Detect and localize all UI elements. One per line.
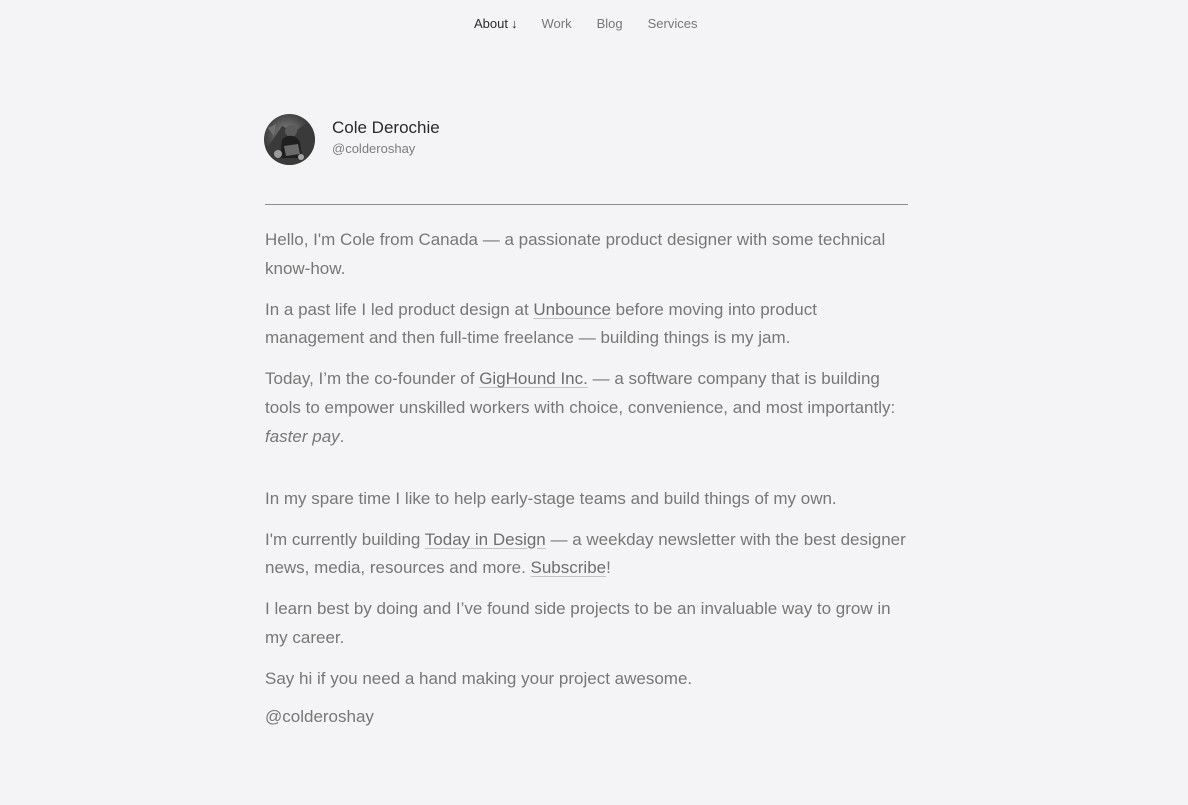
nav-about-label: About: [474, 16, 508, 31]
profile-identity: [332, 117, 440, 158]
bio-paragraph-learning: I learn best by doing and I’ve found side projects to be an invaluable way to grow in my career.: [265, 599, 891, 647]
bio-text: !: [606, 558, 611, 578]
arrow-down-icon: ↓: [510, 16, 518, 31]
bio-paragraph-today: [265, 365, 915, 451]
bio-text: In a past life I led product design at: [265, 299, 534, 319]
bio-paragraph-say-hi: Say hi if you need a hand making your project awesome.: [265, 668, 693, 688]
bio-text: Today, I’m the co-founder of: [265, 369, 480, 389]
bio-paragraph-newsletter: [265, 526, 915, 583]
nav-work-link[interactable]: Work: [541, 16, 572, 31]
nav-blog-link[interactable]: Blog: [596, 16, 623, 31]
profile-name: Cole Derochie: [332, 117, 440, 137]
gighound-link[interactable]: GigHound Inc.: [479, 369, 588, 389]
nav-services-link[interactable]: Services: [647, 16, 698, 31]
bio-content: [265, 226, 915, 728]
avatar: [264, 114, 315, 165]
bio-paragraph-spare-time: In my spare time I like to help early-stage teams and build things of my own.: [265, 488, 837, 508]
unbounce-link[interactable]: Unbounce: [533, 299, 611, 319]
nav-about-link[interactable]: [474, 16, 517, 31]
bio-text: .: [339, 426, 345, 446]
bio-paragraph-past: [265, 296, 915, 353]
avatar-photo: [264, 114, 315, 165]
bio-text: — a software company that is building tools to empower unskilled workers with choice, convenience, and most importantly:: [265, 369, 896, 418]
bio-text: before moving into product management and then full-time freelance — building things is my jam.: [265, 299, 817, 348]
profile-header: [264, 114, 440, 165]
top-nav: [474, 15, 697, 32]
bio-paragraph-intro: Hello, I'm Cole from Canada — a passionate product designer with some technical know-how.: [265, 230, 886, 278]
bio-text: I'm currently building: [265, 529, 425, 549]
divider: [265, 204, 908, 205]
today-in-design-link[interactable]: Today in Design: [424, 529, 546, 549]
subscribe-link[interactable]: Subscribe: [530, 558, 607, 578]
profile-handle: @colderoshay: [332, 140, 416, 156]
bio-text: — a weekday newsletter with the best designer news, media, resources and more.: [265, 529, 906, 578]
signature-handle: @colderoshay: [265, 706, 374, 726]
faster-pay-emphasis: faster pay: [265, 426, 340, 446]
